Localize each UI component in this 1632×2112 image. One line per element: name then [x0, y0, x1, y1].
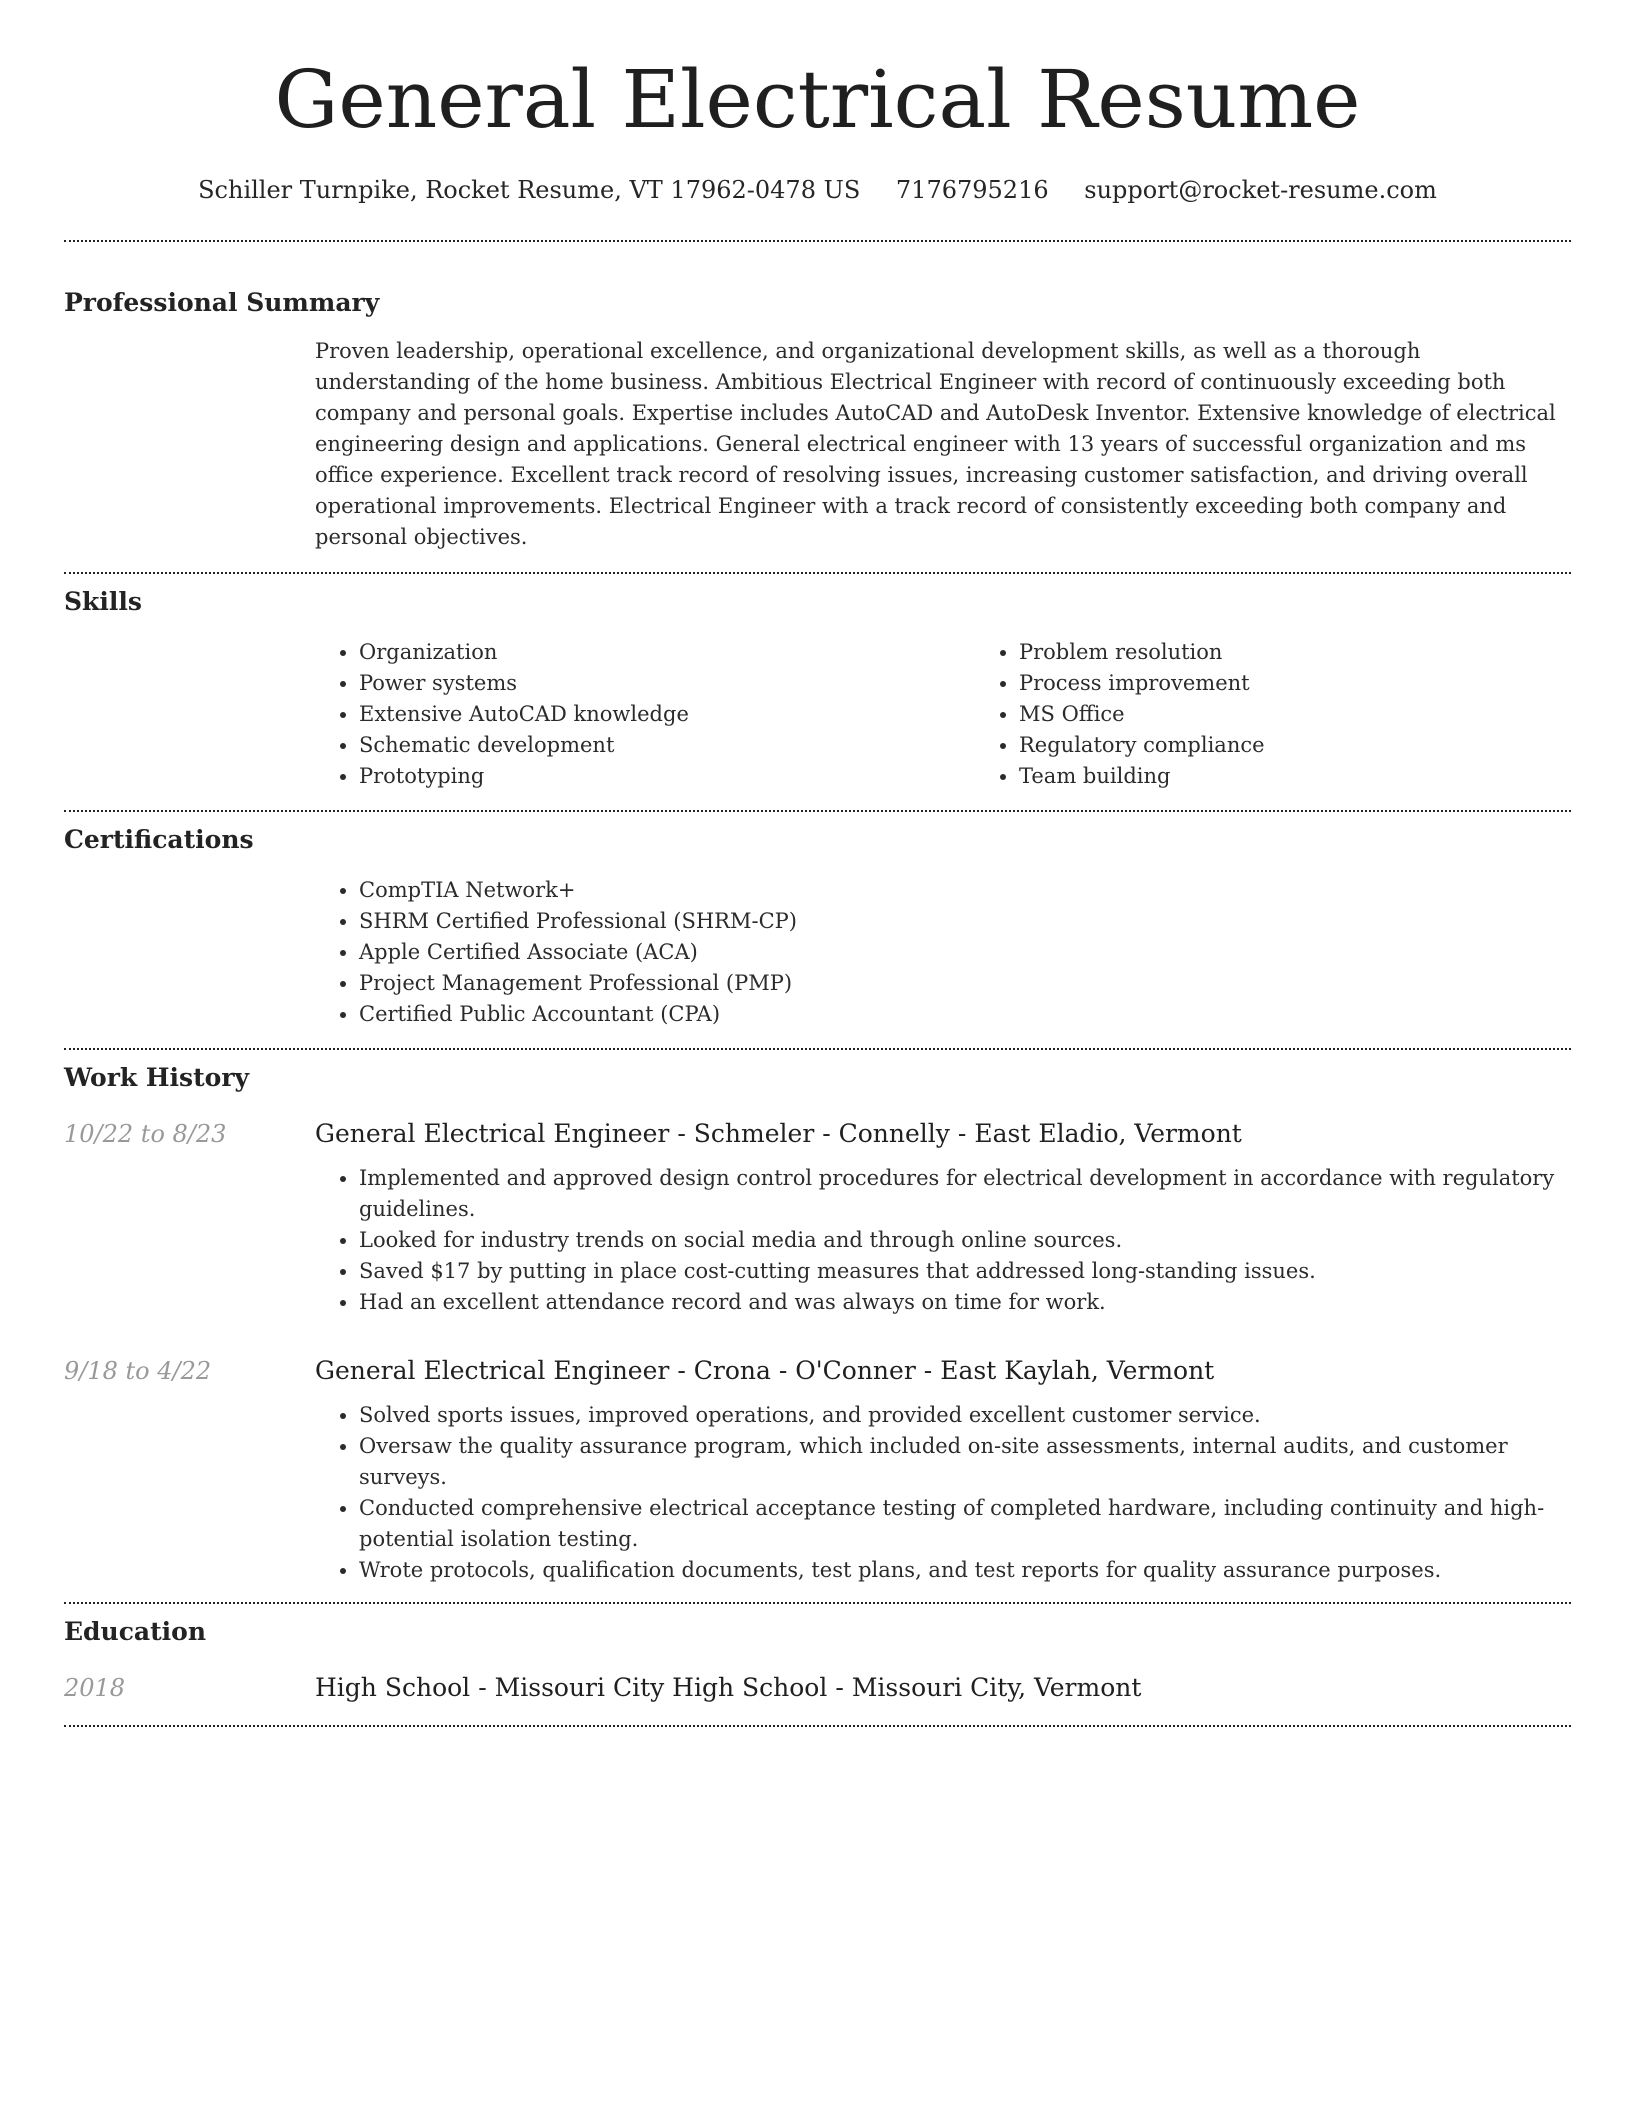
- divider: [64, 572, 1571, 574]
- job-bullets: [315, 1400, 1571, 1586]
- list-item: • CompTIA Network+: [359, 875, 1571, 906]
- list-item: • Process improvement: [1019, 668, 1632, 699]
- list-item: • Solved sports issues, improved operations, and provided excellent customer service.: [359, 1400, 1571, 1431]
- job-dates: 10/22 to 8/23: [64, 1120, 227, 1148]
- resume-title: General Electrical Resume: [274, 53, 1361, 146]
- contact-address: Schiller Turnpike, Rocket Resume, VT 17962-0478 US: [198, 176, 861, 204]
- certifications-list: [315, 875, 1571, 1030]
- list-item: • Schematic development: [359, 730, 975, 761]
- certifications-heading: Certifications: [64, 825, 254, 854]
- list-item: • Team building: [1019, 761, 1632, 792]
- list-item: • Problem resolution: [1019, 637, 1632, 668]
- education-section: [64, 1615, 1571, 1705]
- work-history-section: [64, 1061, 1571, 1586]
- list-item: • Had an excellent attendance record and was always on time for work.: [359, 1287, 1571, 1318]
- job-entry: [64, 1117, 1571, 1318]
- divider: [64, 1602, 1571, 1604]
- list-item: • Oversaw the quality assurance program, which included on-site assessments, internal audits, and customer surveys.: [359, 1431, 1571, 1493]
- skills-list-left: [315, 637, 975, 792]
- skills-list-right: [975, 637, 1632, 792]
- contact-phone: 7176795216: [895, 176, 1049, 204]
- list-item: • MS Office: [1019, 699, 1632, 730]
- list-item: • Conducted comprehensive electrical acceptance testing of completed hardware, including continuity and high-potential isolation testing.: [359, 1493, 1571, 1555]
- contact-line: [64, 174, 1571, 206]
- list-item: • Looked for industry trends on social media and through online sources.: [359, 1225, 1571, 1256]
- list-item: • SHRM Certified Professional (SHRM-CP): [359, 906, 1571, 937]
- summary-section: [64, 286, 1571, 553]
- list-item: • Saved $17 by putting in place cost-cutting measures that addressed long-standing issues.: [359, 1256, 1571, 1287]
- divider: [64, 810, 1571, 812]
- list-item: • Organization: [359, 637, 975, 668]
- list-item: • Regulatory compliance: [1019, 730, 1632, 761]
- job-title: General Electrical Engineer - Crona - O'Conner - East Kaylah, Vermont: [315, 1356, 1215, 1385]
- summary-text: Proven leadership, operational excellence, and organizational development skills, as well as a thorough understanding of the home business. Ambitious Electrical Engineer with record of continuously exceeding both company and personal goals. Expertise includes AutoCAD and AutoDesk Inventor. Extensive knowledge of electrical engineering design and applications. General electrical engineer with 13 years of successful organization and ms office experience. Excellent track record of resolving issues, increasing customer satisfaction, and driving overall operational improvements. Electrical Engineer with a track record of consistently exceeding both company and personal objectives.: [315, 339, 1556, 549]
- contact-email[interactable]: support@rocket-resume.com: [1084, 176, 1437, 204]
- list-item: • Power systems: [359, 668, 975, 699]
- job-title: General Electrical Engineer - Schmeler - Connelly - East Eladio, Vermont: [315, 1119, 1242, 1148]
- list-item: • Wrote protocols, qualification documents, test plans, and test reports for quality assurance purposes.: [359, 1555, 1571, 1586]
- certifications-section: [64, 823, 1571, 1030]
- list-item: • Extensive AutoCAD knowledge: [359, 699, 975, 730]
- job-dates: 9/18 to 4/22: [64, 1357, 212, 1385]
- summary-heading: Professional Summary: [64, 288, 380, 317]
- education-year: 2018: [64, 1674, 126, 1702]
- skills-section: [64, 585, 1571, 792]
- list-item: • Project Management Professional (PMP): [359, 968, 1571, 999]
- divider: [64, 240, 1571, 242]
- skills-heading: Skills: [64, 587, 142, 616]
- resume-page: [64, 0, 1571, 1727]
- list-item: • Certified Public Accountant (CPA): [359, 999, 1571, 1030]
- list-item: • Implemented and approved design control procedures for electrical development in accordance with regulatory guidelines.: [359, 1163, 1571, 1225]
- list-item: • Apple Certified Associate (ACA): [359, 937, 1571, 968]
- education-heading: Education: [64, 1617, 207, 1646]
- job-bullets: [315, 1163, 1571, 1318]
- job-entry: [64, 1354, 1571, 1586]
- divider: [64, 1048, 1571, 1050]
- education-entry: [64, 1671, 1571, 1705]
- divider: [64, 1725, 1571, 1727]
- education-title: High School - Missouri City High School - Missouri City, Vermont: [315, 1673, 1142, 1702]
- list-item: • Prototyping: [359, 761, 975, 792]
- work-history-heading: Work History: [64, 1063, 250, 1092]
